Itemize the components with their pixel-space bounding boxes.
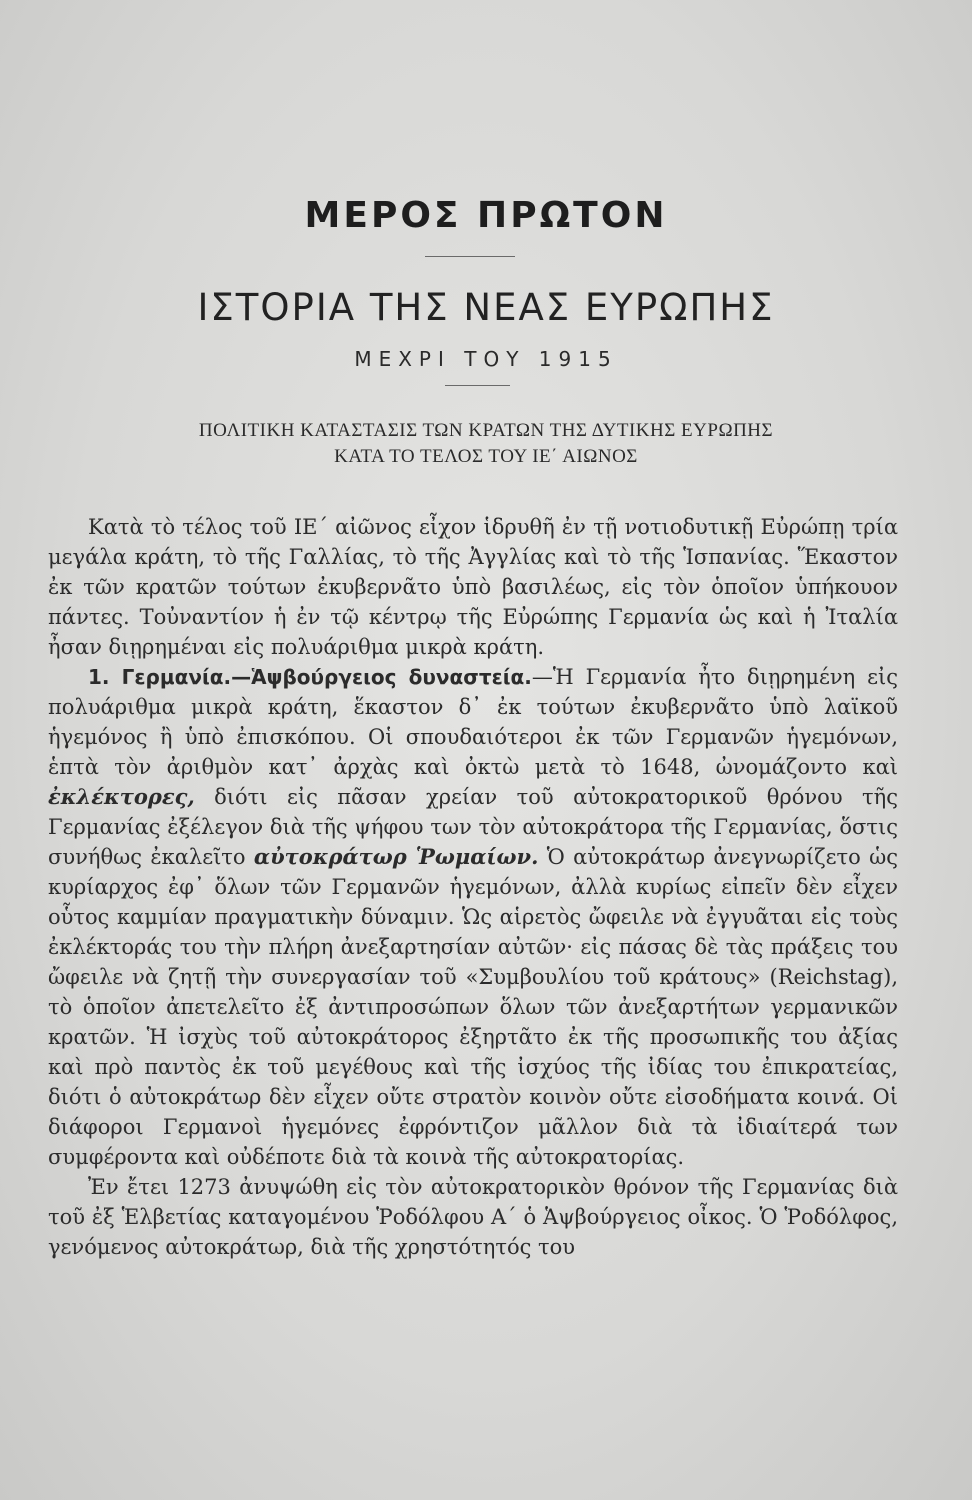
divider-top (425, 256, 515, 257)
section-heading-line2: ΚΑΤΑ ΤΟ ΤΕΛΟΣ ΤΟΥ ΙΕ΄ ΑΙΩΝΟΣ (334, 446, 638, 467)
paragraph-habsburg: Ἐν ἔτει 1273 ἀνυψώθη εἰς τὸν αὐτοκρατορικὸν θρόνον τῆς Γερμανίας διὰ τοῦ ἐξ Ἑλβετίας καταγομένου Ῥοδόλφου Α΄ ὁ Ἁψβούργειος οἶκος. Ὁ Ῥοδόλφος, γενόμενος αὐτοκράτωρ, διὰ τῆς χρηστότητός του (48, 1175, 898, 1259)
term-emperor-romans: αὐτοκράτωρ Ῥωμαίων. (253, 844, 539, 869)
body-text (48, 512, 898, 1262)
divider-bottom (445, 385, 510, 386)
main-title: ΙΣΤΟΡΙΑ ΤΗΣ ΝΕΑΣ ΕΥΡΩΠΗΣ (197, 286, 775, 329)
paragraph-intro: Κατὰ τὸ τέλος τοῦ ΙΕ΄ αἰῶνος εἶχον ἱδρυθῆ ἐν τῇ νοτιοδυτικῇ Εὐρώπῃ τρία μεγάλα κράτη, τὸ τῆς Γαλλίας, τὸ τῆς Ἀγγλίας καὶ τὸ τῆς Ἱσπανίας. Ἕκαστον ἐκ τῶν κρατῶν τούτων ἐκυβερνᾶτο ὑπὸ βασιλέως, εἰς τὸν ὁποῖον ὑπήκουον πάντες. Τοὐναντίον ἡ ἐν τῷ κέντρῳ τῆς Εὐρώπης Γερμανία ὡς καὶ ἡ Ἰταλία ἦσαν διῃρημέναι εἰς πολυάριθμα μικρὰ κράτη. (48, 515, 898, 659)
term-electors: ἐκλέκτορες, (48, 784, 195, 809)
subsection-heading: 1. Γερμανία.—Ἁψβούργειος δυναστεία. (88, 665, 532, 689)
section-heading (0, 418, 972, 470)
section-heading-line1: ΠΟΛΙΤΙΚΗ ΚΑΤΑΣΤΑΣΙΣ ΤΩΝ ΚΡΑΤΩΝ ΤΗΣ ΔΥΤΙΚΗΣ ΕΥΡΩΠΗΣ (198, 420, 774, 441)
paragraph-germany-text-b: διότι εἰς πᾶσαν χρείαν τοῦ αὐτοκρατορικοῦ θρόνου τῆς Γερμανίας ἐξέλεγον διὰ τῆς ψήφου των τὸν αὐτοκράτορα τῆς Γερμανίας, ὅστις συνήθως ἐκαλεῖτο (48, 785, 898, 869)
paragraph-germany (48, 662, 898, 1172)
paragraph-germany-text-a: —Ἡ Γερμανία ἦτο διῃρημένη εἰς πολυάριθμα μικρὰ κράτη, ἕκαστον δ᾽ ἐκ τούτων ἐκυβερνᾶτο ὑπὸ λαϊκοῦ ἡγεμόνος ἢ ὑπὸ ἐπισκόπου. Οἱ σπουδαιότεροι ἐκ τῶν Γερμανῶν ἡγεμόνων, ἑπτὰ τὸν ἀριθμὸν κατ᾽ ἀρχὰς καὶ ὀκτὼ μετὰ τὸ 1648, ὠνομάζοντο καὶ (48, 665, 899, 779)
part-title: ΜΕΡΟΣ ΠΡΩΤΟΝ (304, 195, 668, 236)
paragraph-germany-text-c: Ὁ αὐτοκράτωρ ἀνεγνωρίζετο ὡς κυρίαρχος ἐφ᾽ ὅλων τῶν Γερμανῶν ἡγεμόνων, ἀλλὰ κυρίως εἰπεῖν δὲν εἶχεν οὗτος καμμίαν πραγματικὴν δύναμιν. Ὡς αἱρετὸς ὤφειλε νὰ ἐγγυᾶται εἰς τοὺς ἐκλέκτοράς του τὴν πλήρη ἀνεξαρτησίαν αὐτῶν· εἰς πάσας δὲ τὰς πράξεις του ὤφειλε νὰ ζητῇ τὴν συνεργασίαν τοῦ «Συμβουλίου τοῦ κράτους» (Reichstag), τὸ ὁποῖον ἀπετελεῖτο ἐξ ἀντιπροσώπων ὅλων τῶν ἀνεξαρτήτων γερμανικῶν κρατῶν. Ἡ ἰσχὺς τοῦ αὐτοκράτορος ἐξηρτᾶτο ἐκ τῆς προσωπικῆς του ἀξίας καὶ πρὸ παντὸς ἐκ τοῦ μεγέθους καὶ τῆς ἰσχύος τῆς ἰδίας του ἐπικρατείας, διότι ὁ αὐτοκράτωρ δὲν εἶχεν οὔτε στρατὸν κοινὸν οὔτε εἰσοδήματα κοινά. Οἱ διάφοροι Γερμανοὶ ἡγεμόνες ἐφρόντιζον μᾶλλον διὰ τὰ ἰδιαίτερά των συμφέροντα καὶ οὐδέποτε διὰ τὰ κοινὰ τῆς αὐτοκρατορίας. (48, 845, 898, 1169)
subtitle: ΜΕΧΡΙ ΤΟΥ 1915 (354, 347, 618, 371)
